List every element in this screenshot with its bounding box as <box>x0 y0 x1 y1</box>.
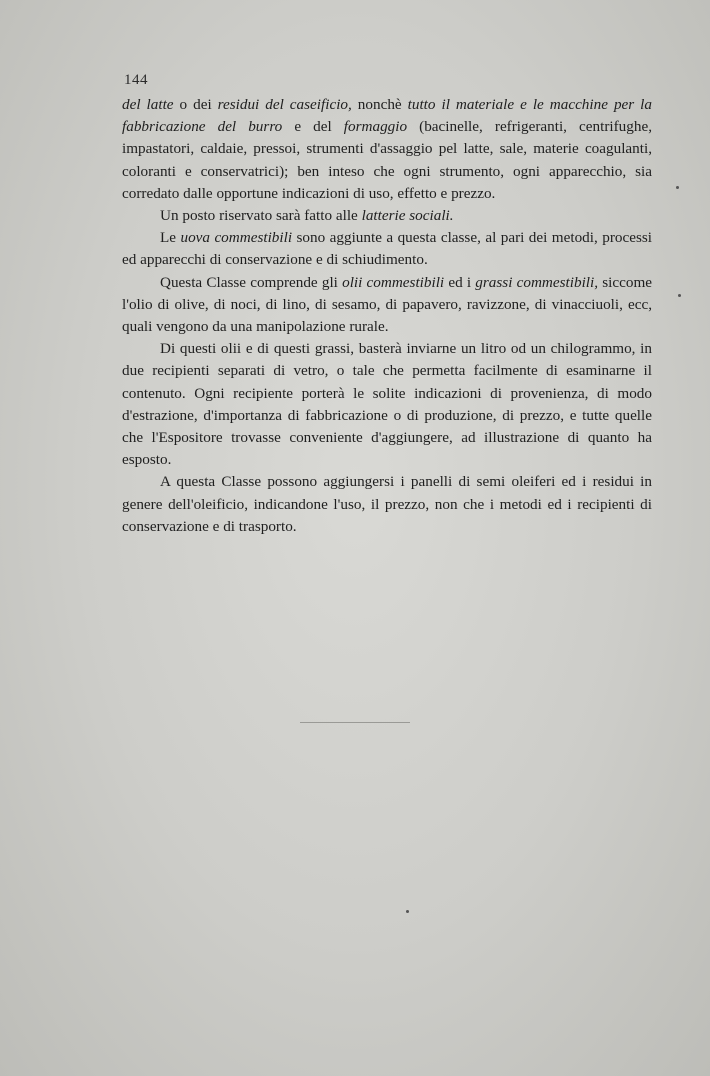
text-run: Questa Classe comprende gli <box>160 273 343 291</box>
body-text <box>122 94 652 538</box>
paragraph-p5 <box>122 338 652 471</box>
page-number: 144 <box>124 72 148 88</box>
paragraph-p6 <box>122 471 652 538</box>
scan-speck <box>678 294 681 297</box>
text-run: ed i <box>444 273 476 291</box>
italic-run: latterie sociali. <box>361 207 454 225</box>
text-run: e del <box>282 118 344 136</box>
scan-speck <box>406 910 409 913</box>
italic-run: olii commestibili <box>342 273 445 291</box>
text-run: sono aggiunte a questa classe, al pari dei metodi, processi ed apparecchi di conservazione e di schiudimento. <box>122 229 652 269</box>
paragraph-p3 <box>122 227 652 271</box>
paragraph-p2 <box>122 205 652 227</box>
italic-run: tutto il materiale e le macchine per la fabbricazione del burro <box>122 96 652 136</box>
italic-run: formaggio <box>343 118 408 136</box>
text-run: Le <box>160 229 181 247</box>
text-run: siccome l'olio di olive, di noci, di lino, di sesamo, di papavero, ravizzone, di vinacciuoli, ecc, quali vengono da una manipolazione rurale. <box>122 273 652 336</box>
italic-run: grassi commestibili, <box>475 273 599 291</box>
italic-run: residui del caseificio, <box>217 96 352 113</box>
paragraph-p4 <box>122 272 652 339</box>
text-run: o dei <box>173 96 218 113</box>
text-run: Un posto riservato sarà fatto alle <box>160 207 362 225</box>
paragraph-p1 <box>122 94 652 205</box>
scan-speck <box>676 186 679 189</box>
italic-run: del latte <box>122 96 174 113</box>
text-run: Di questi olii e di questi grassi, basterà inviarne un litro od un chilogrammo, in due recipienti separati di vetro, o tale che permetta facilmente di esaminarne il contenuto. Ogni recipiente porterà le solite indicazioni di provenienza, di modo d'estrazione, d'importanza di fabbricazione o di produzione, di prezzo, e tutte quelle che l'Espositore trovasse conveniente d'aggiungere, ad illustrazione di quanto ha esposto. <box>122 340 652 469</box>
text-run: (bacinelle, refrigeranti, centrifughe, impastatori, caldaie, pressoi, strumenti d'assaggio pel latte, sale, materie coagulanti, coloranti e conservatrici); ben inteso che ogni strumento, ogni apparecchio, sia corredato dalle opportune indicazioni di uso, effetto e prezzo. <box>122 118 652 202</box>
italic-run: uova commestibili <box>180 229 293 247</box>
text-run: nonchè <box>351 96 408 113</box>
section-divider <box>300 722 410 723</box>
text-run: A questa Classe possono aggiungersi i panelli di semi oleiferi ed i residui in genere dell'oleificio, indicandone l'uso, il prezzo, non che i metodi ed i recipienti di conservazione e di trasporto. <box>122 473 652 535</box>
